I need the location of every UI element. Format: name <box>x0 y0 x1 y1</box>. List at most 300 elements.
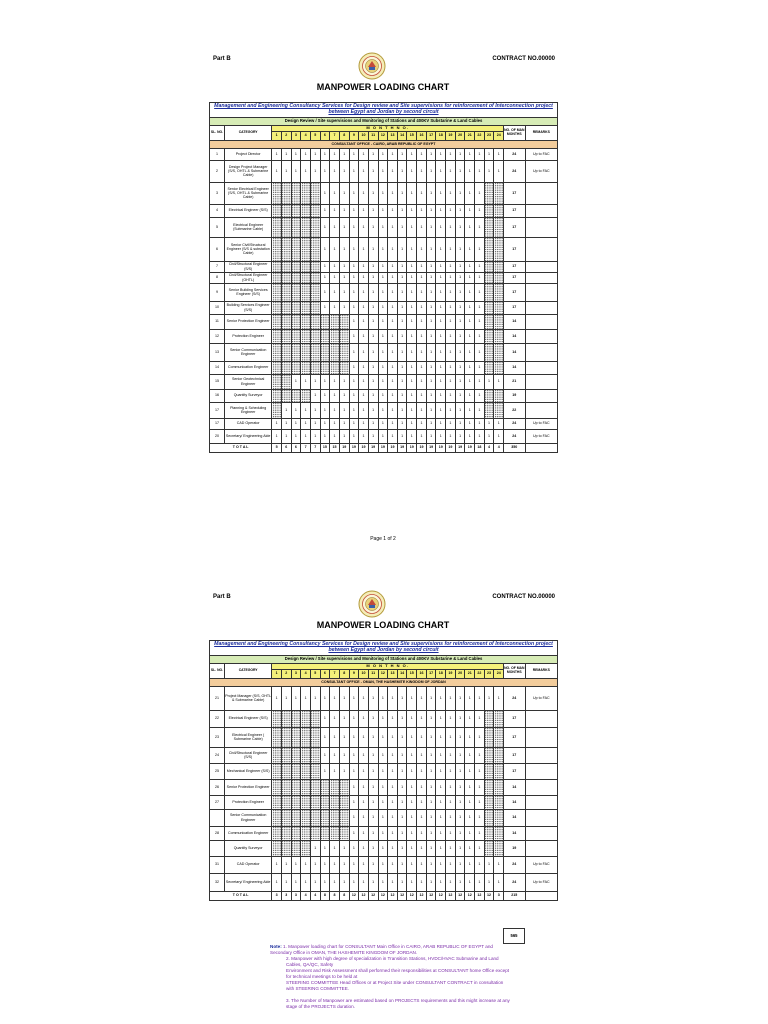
total-label: T O T A L <box>210 443 272 452</box>
inactive-month-cell <box>291 283 301 301</box>
month-cell: 1 <box>281 429 291 443</box>
month-cell: 1 <box>330 217 340 237</box>
sl-no-cell: 27 <box>210 795 225 809</box>
category-cell: Senior Communication Engineer <box>225 343 272 361</box>
month-number: 20 <box>455 669 465 678</box>
table-row <box>210 429 558 443</box>
inactive-month-cell <box>281 840 291 856</box>
month-cell: 1 <box>330 182 340 204</box>
month-cell: 1 <box>359 237 369 261</box>
month-cell: 1 <box>320 182 330 204</box>
month-cell: 1 <box>475 148 485 160</box>
month-cell: 1 <box>301 148 311 160</box>
month-cell: 1 <box>475 301 485 314</box>
month-cell: 1 <box>407 826 417 840</box>
month-cell: 1 <box>281 686 291 710</box>
inactive-month-cell <box>272 343 282 361</box>
month-cell: 1 <box>281 856 291 873</box>
man-months-cell: 14 <box>504 329 525 343</box>
month-cell: 1 <box>426 418 436 429</box>
month-cell: 1 <box>455 217 465 237</box>
category-cell: Senior Protection Engineer <box>225 314 272 329</box>
total-month-cell: 12 <box>378 891 388 900</box>
note-line: 1. Manpower loading chart for CONSULTANT Main Office in CAIRO, ARAB REPUBLIC OF EGYPT and Secondary Office in OMAN, THE HASHEMITE KINGDOM OF JORDAN. <box>270 944 493 955</box>
remarks-cell: Up to FAC <box>525 429 558 443</box>
month-cell: 1 <box>368 329 378 343</box>
man-months-cell: 24 <box>504 429 525 443</box>
inactive-month-cell <box>484 747 494 763</box>
inactive-month-cell <box>272 747 282 763</box>
month-cell: 1 <box>446 204 456 217</box>
category-cell: Civil/Structural Engineer (S/S) <box>225 747 272 763</box>
total-month-cell: 12 <box>484 891 494 900</box>
month-cell: 1 <box>368 272 378 283</box>
month-cell: 1 <box>339 160 349 182</box>
inactive-month-cell <box>310 272 320 283</box>
inactive-month-cell <box>339 361 349 374</box>
total-month-cell: 12 <box>407 891 417 900</box>
table-row <box>210 389 558 402</box>
total-month-cell: 8 <box>339 891 349 900</box>
month-cell: 1 <box>339 272 349 283</box>
month-cell: 1 <box>349 856 359 873</box>
sl-no-cell: 22 <box>210 710 225 727</box>
sl-no-cell <box>210 840 225 856</box>
month-cell: 1 <box>426 763 436 779</box>
month-cell: 1 <box>475 763 485 779</box>
month-cell: 1 <box>465 343 475 361</box>
inactive-month-cell <box>281 182 291 204</box>
month-cell: 1 <box>368 237 378 261</box>
month-cell: 1 <box>330 763 340 779</box>
month-cell: 1 <box>330 374 340 389</box>
month-cell: 1 <box>465 301 475 314</box>
month-cell: 1 <box>455 261 465 272</box>
month-cell: 1 <box>368 160 378 182</box>
month-cell: 1 <box>349 418 359 429</box>
inactive-month-cell <box>291 217 301 237</box>
month-number: 15 <box>407 131 417 140</box>
month-cell: 1 <box>310 374 320 389</box>
inactive-month-cell <box>291 237 301 261</box>
month-number: 7 <box>330 131 340 140</box>
month-cell: 1 <box>436 826 446 840</box>
total-month-cell: 3 <box>494 891 504 900</box>
remarks-cell <box>525 182 558 204</box>
month-number: 1 <box>272 669 282 678</box>
month-cell: 1 <box>320 301 330 314</box>
month-cell: 1 <box>426 710 436 727</box>
table-row <box>210 840 558 856</box>
month-cell: 1 <box>291 418 301 429</box>
total-month-cell: 19 <box>407 443 417 452</box>
inactive-month-cell <box>272 272 282 283</box>
month-cell: 1 <box>417 314 427 329</box>
inactive-month-cell <box>301 763 311 779</box>
month-cell: 1 <box>426 402 436 418</box>
month-cell: 1 <box>417 840 427 856</box>
month-cell: 1 <box>339 418 349 429</box>
table-row <box>210 237 558 261</box>
month-cell: 1 <box>494 160 504 182</box>
sl-no-cell: 16 <box>210 389 225 402</box>
month-cell: 1 <box>359 160 369 182</box>
total-month-cell: 19 <box>339 443 349 452</box>
month-cell: 1 <box>388 361 398 374</box>
month-cell: 1 <box>349 272 359 283</box>
month-cell: 1 <box>281 418 291 429</box>
month-cell: 1 <box>436 374 446 389</box>
month-cell: 1 <box>359 747 369 763</box>
month-cell: 1 <box>475 809 485 826</box>
month-cell: 1 <box>446 710 456 727</box>
remarks-cell <box>525 840 558 856</box>
total-month-cell: 12 <box>475 891 485 900</box>
inactive-month-cell <box>281 727 291 747</box>
month-cell: 1 <box>446 237 456 261</box>
month-number: 22 <box>475 669 485 678</box>
inactive-month-cell <box>310 710 320 727</box>
month-number: 22 <box>475 131 485 140</box>
month-cell: 1 <box>417 343 427 361</box>
table-row <box>210 272 558 283</box>
month-cell: 1 <box>359 840 369 856</box>
sl-no-cell: 7 <box>210 261 225 272</box>
table-row <box>210 314 558 329</box>
table-row <box>210 710 558 727</box>
inactive-month-cell <box>301 779 311 795</box>
month-cell: 1 <box>310 856 320 873</box>
inactive-month-cell <box>291 747 301 763</box>
table-row <box>210 301 558 314</box>
category-cell: Project Director <box>225 148 272 160</box>
page-header <box>209 590 557 620</box>
remarks-cell <box>525 343 558 361</box>
month-cell: 1 <box>388 261 398 272</box>
remarks-cell <box>525 374 558 389</box>
header-row <box>210 663 558 669</box>
month-number: 8 <box>339 131 349 140</box>
month-cell: 1 <box>446 418 456 429</box>
page-header <box>209 52 557 82</box>
inactive-month-cell <box>310 763 320 779</box>
remarks-cell <box>525 747 558 763</box>
month-cell: 1 <box>349 148 359 160</box>
month-cell: 1 <box>436 763 446 779</box>
month-cell: 1 <box>320 418 330 429</box>
month-cell: 1 <box>388 826 398 840</box>
month-cell: 1 <box>339 204 349 217</box>
category-cell: Secretary/ Engineering Aide <box>225 873 272 891</box>
inactive-month-cell <box>301 237 311 261</box>
month-cell: 1 <box>436 148 446 160</box>
inactive-month-cell <box>484 272 494 283</box>
remarks-cell <box>525 727 558 747</box>
month-cell: 1 <box>397 779 407 795</box>
month-cell: 1 <box>378 402 388 418</box>
inactive-month-cell <box>281 272 291 283</box>
month-cell: 1 <box>417 217 427 237</box>
inactive-month-cell <box>281 779 291 795</box>
inactive-month-cell <box>272 374 282 389</box>
month-cell: 1 <box>436 429 446 443</box>
man-months-cell: 24 <box>504 686 525 710</box>
month-cell: 1 <box>368 686 378 710</box>
month-cell: 1 <box>475 826 485 840</box>
month-cell: 1 <box>301 402 311 418</box>
month-cell: 1 <box>388 710 398 727</box>
total-man-months: 215 <box>504 891 525 900</box>
inactive-month-cell <box>310 314 320 329</box>
month-cell: 1 <box>465 389 475 402</box>
month-cell: 1 <box>310 402 320 418</box>
month-cell: 1 <box>330 261 340 272</box>
month-cell: 1 <box>388 217 398 237</box>
month-cell: 1 <box>368 763 378 779</box>
month-cell: 1 <box>281 402 291 418</box>
inactive-month-cell <box>310 182 320 204</box>
month-cell: 1 <box>484 429 494 443</box>
man-months-cell: 24 <box>504 418 525 429</box>
month-cell: 1 <box>397 272 407 283</box>
month-cell: 1 <box>426 329 436 343</box>
inactive-month-cell <box>281 389 291 402</box>
page-title: MANPOWER LOADING CHART <box>316 620 450 630</box>
month-cell: 1 <box>446 148 456 160</box>
inactive-month-cell <box>272 727 282 747</box>
month-number: 9 <box>349 131 359 140</box>
remarks-cell <box>525 710 558 727</box>
month-cell: 1 <box>320 374 330 389</box>
inactive-month-cell <box>301 840 311 856</box>
month-cell: 1 <box>465 727 475 747</box>
month-cell: 1 <box>320 402 330 418</box>
month-number: 4 <box>301 669 311 678</box>
inactive-month-cell <box>281 314 291 329</box>
month-cell: 1 <box>359 856 369 873</box>
inactive-month-cell <box>484 237 494 261</box>
month-cell: 1 <box>475 429 485 443</box>
month-cell: 1 <box>465 261 475 272</box>
category-header: CATEGORY <box>225 125 272 140</box>
total-month-cell: 12 <box>388 891 398 900</box>
inactive-month-cell <box>272 710 282 727</box>
month-cell: 1 <box>368 727 378 747</box>
remarks-cell <box>525 826 558 840</box>
month-cell: 1 <box>397 261 407 272</box>
month-cell: 1 <box>291 686 301 710</box>
month-cell: 1 <box>330 710 340 727</box>
category-cell: Quantity Surveyor <box>225 840 272 856</box>
inactive-month-cell <box>310 826 320 840</box>
month-number: 11 <box>368 669 378 678</box>
sl-no-cell: 9 <box>210 283 225 301</box>
month-cell: 1 <box>378 795 388 809</box>
inactive-month-cell <box>310 283 320 301</box>
remarks-cell <box>525 272 558 283</box>
sl-no-cell: 26 <box>210 779 225 795</box>
month-cell: 1 <box>417 795 427 809</box>
month-cell: 1 <box>349 779 359 795</box>
inactive-month-cell <box>291 182 301 204</box>
month-cell: 1 <box>330 747 340 763</box>
month-cell: 1 <box>397 418 407 429</box>
total-month-cell: 5 <box>272 443 282 452</box>
month-cell: 1 <box>475 710 485 727</box>
inactive-month-cell <box>291 795 301 809</box>
month-cell: 1 <box>455 361 465 374</box>
month-cell: 1 <box>407 856 417 873</box>
month-cell: 1 <box>455 204 465 217</box>
month-cell: 1 <box>397 374 407 389</box>
month-cell: 1 <box>446 160 456 182</box>
month-cell: 1 <box>407 747 417 763</box>
month-cell: 1 <box>320 747 330 763</box>
inactive-month-cell <box>301 809 311 826</box>
inactive-month-cell <box>330 343 340 361</box>
month-cell: 1 <box>417 148 427 160</box>
month-cell: 1 <box>455 272 465 283</box>
month-cell: 1 <box>339 182 349 204</box>
month-number: 3 <box>291 131 301 140</box>
inactive-month-cell <box>310 779 320 795</box>
month-cell: 1 <box>378 809 388 826</box>
month-cell: 1 <box>446 361 456 374</box>
month-cell: 1 <box>320 710 330 727</box>
inactive-month-cell <box>310 361 320 374</box>
sl-no-cell: 12 <box>210 329 225 343</box>
sl-no-cell: 8 <box>210 272 225 283</box>
month-cell: 1 <box>349 710 359 727</box>
month-cell: 1 <box>475 795 485 809</box>
inactive-month-cell <box>484 795 494 809</box>
man-months-cell: 24 <box>504 873 525 891</box>
total-month-cell: 19 <box>446 443 456 452</box>
inactive-month-cell <box>310 747 320 763</box>
month-cell: 1 <box>417 856 427 873</box>
month-cell: 1 <box>359 301 369 314</box>
month-cell: 1 <box>426 429 436 443</box>
month-cell: 1 <box>475 873 485 891</box>
month-cell: 1 <box>426 160 436 182</box>
month-cell: 1 <box>301 429 311 443</box>
remarks-cell: Up to FAC <box>525 148 558 160</box>
category-cell: Electrical Engineer (S/S) <box>225 710 272 727</box>
total-month-cell: 15 <box>320 443 330 452</box>
remarks-cell <box>525 329 558 343</box>
month-cell: 1 <box>272 686 282 710</box>
inactive-month-cell <box>281 283 291 301</box>
sl-no-cell: 24 <box>210 747 225 763</box>
inactive-month-cell <box>291 809 301 826</box>
table-row <box>210 826 558 840</box>
month-cell: 1 <box>417 160 427 182</box>
month-cell: 1 <box>397 826 407 840</box>
inactive-month-cell <box>291 272 301 283</box>
inactive-month-cell <box>272 840 282 856</box>
month-cell: 1 <box>339 402 349 418</box>
university-seal-icon <box>358 590 386 618</box>
month-cell: 1 <box>475 361 485 374</box>
month-cell: 1 <box>388 160 398 182</box>
month-cell: 1 <box>417 809 427 826</box>
total-month-cell: 15 <box>330 443 340 452</box>
sl-no-cell: 21 <box>210 686 225 710</box>
category-cell: Protection Engineer <box>225 795 272 809</box>
month-cell: 1 <box>455 779 465 795</box>
month-cell: 1 <box>455 182 465 204</box>
month-cell: 1 <box>320 429 330 443</box>
month-cell: 1 <box>388 204 398 217</box>
month-cell: 1 <box>359 272 369 283</box>
man-months-cell: 17 <box>504 747 525 763</box>
month-cell: 1 <box>494 148 504 160</box>
month-cell: 1 <box>339 261 349 272</box>
month-cell: 1 <box>475 261 485 272</box>
month-cell: 1 <box>426 686 436 710</box>
month-number: 17 <box>426 669 436 678</box>
month-cell: 1 <box>446 747 456 763</box>
category-cell: Senior Building Services Engineer (S/S) <box>225 283 272 301</box>
inactive-month-cell <box>494 343 504 361</box>
month-cell: 1 <box>388 840 398 856</box>
inactive-month-cell <box>281 747 291 763</box>
month-cell: 1 <box>368 283 378 301</box>
sl-no-cell: 20 <box>210 429 225 443</box>
month-cell: 1 <box>388 329 398 343</box>
inactive-month-cell <box>484 283 494 301</box>
man-months-cell: 24 <box>504 856 525 873</box>
inactive-month-cell <box>272 301 282 314</box>
month-number: 16 <box>417 669 427 678</box>
month-cell: 1 <box>436 840 446 856</box>
month-cell: 1 <box>359 429 369 443</box>
inactive-month-cell <box>310 217 320 237</box>
month-number: 19 <box>446 669 456 678</box>
month-cell: 1 <box>465 763 475 779</box>
month-cell: 1 <box>349 374 359 389</box>
man-months-cell: 19 <box>504 389 525 402</box>
month-cell: 1 <box>359 779 369 795</box>
month-cell: 1 <box>455 686 465 710</box>
man-months-cell: 17 <box>504 237 525 261</box>
month-cell: 1 <box>417 826 427 840</box>
month-cell: 1 <box>465 237 475 261</box>
month-cell: 1 <box>339 217 349 237</box>
month-cell: 1 <box>436 779 446 795</box>
month-cell: 1 <box>397 361 407 374</box>
inactive-month-cell <box>301 283 311 301</box>
month-cell: 1 <box>475 840 485 856</box>
month-cell: 1 <box>330 389 340 402</box>
manpower-table <box>209 102 558 453</box>
total-month-cell: 4 <box>494 443 504 452</box>
month-cell: 1 <box>330 402 340 418</box>
month-cell: 1 <box>436 283 446 301</box>
total-month-cell: 6 <box>291 443 301 452</box>
month-cell: 1 <box>407 182 417 204</box>
month-cell: 1 <box>272 873 282 891</box>
month-cell: 1 <box>407 283 417 301</box>
inactive-month-cell <box>484 763 494 779</box>
month-number: 11 <box>368 131 378 140</box>
inactive-month-cell <box>291 826 301 840</box>
month-cell: 1 <box>407 343 417 361</box>
month-cell: 1 <box>475 217 485 237</box>
category-cell: Project Manager (S/S, OHTL & Submarine Cable) <box>225 686 272 710</box>
total-row <box>210 891 558 900</box>
month-cell: 1 <box>484 873 494 891</box>
